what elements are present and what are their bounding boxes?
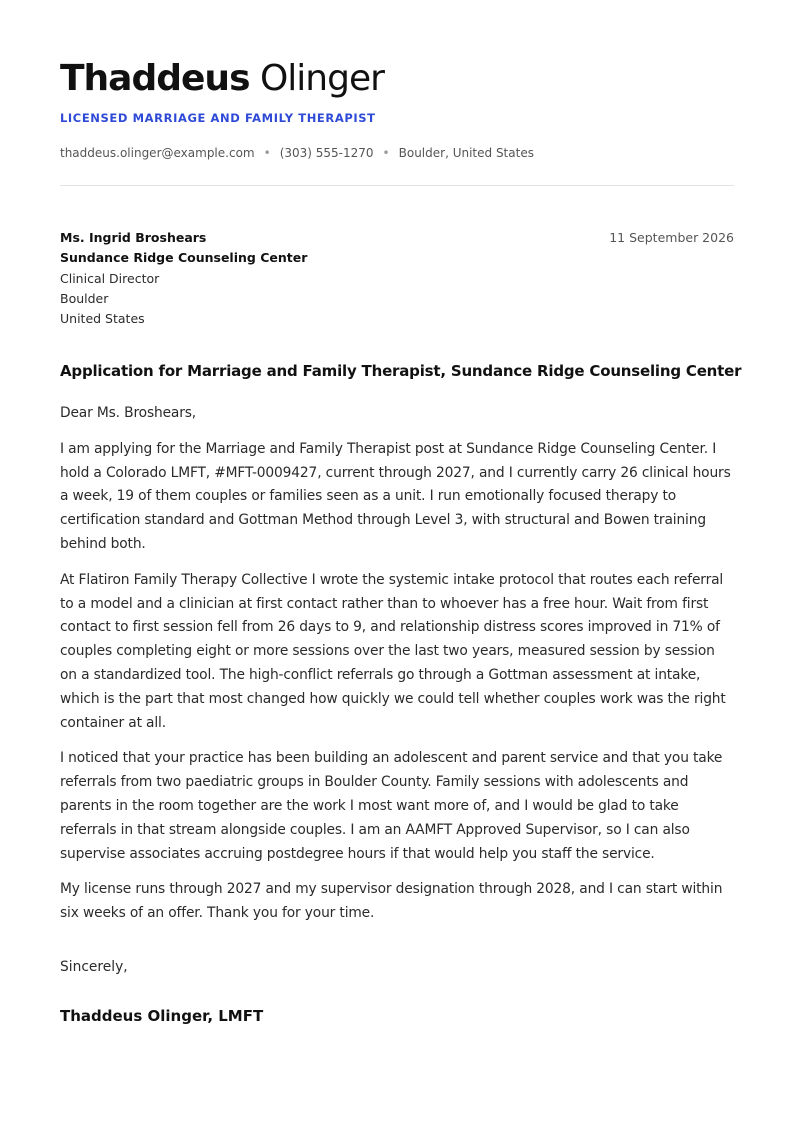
applicant-name [60, 57, 384, 101]
recipient-country: United States [60, 311, 145, 327]
recipient-block [60, 228, 307, 329]
applicant-last-name: Olinger [259, 58, 384, 99]
letter-date: 11 September 2026 [609, 230, 734, 245]
salutation: Dear Ms. Broshears, [60, 405, 197, 421]
signature: Thaddeus Olinger, LMFT [60, 1007, 264, 1025]
recipient-organization: Sundance Ridge Counseling Center [60, 250, 308, 266]
body-paragraph: At Flatiron Family Therapy Collective I wrote the systemic intake protocol that routes each referral to a model and a clinician at first contact rather than to whoever has a free hour. Wait from first contact to first session fell from 26 days to 9, and relationship distress scores improved in 71% of couples completing eight or more sessions over the last two years, measured session by session on a standardized tool. The high-conflict referrals go through a Gottman assessment at intake, which is the part that most changed how quickly we could tell whether couples work was the right container at all. [60, 571, 726, 731]
closing: Sincerely, [60, 959, 128, 975]
header-divider [60, 185, 734, 186]
contact-phone: (303) 555-1270 [279, 146, 374, 160]
body-paragraph: I am applying for the Marriage and Family Therapist post at Sundance Ridge Counseling Center. I hold a Colorado LMFT, #MFT-0009427, current through 2027, and I currently carry 26 clinical hours a week, 19 of them couples or families seen as a unit. I run emotionally focused therapy to certification standard and Gottman Method through Level 3, with structural and Bowen training behind both. [60, 440, 731, 552]
contact-separator: • [263, 146, 271, 160]
recipient-role: Clinical Director [60, 270, 160, 286]
contact-separator: • [382, 146, 390, 160]
applicant-first-name: Thaddeus [60, 58, 250, 99]
contact-line [60, 146, 534, 160]
applicant-title: LICENSED MARRIAGE AND FAMILY THERAPIST [60, 111, 376, 125]
letter-body [60, 402, 734, 938]
body-paragraph: My license runs through 2027 and my supervisor designation through 2028, and I can start within six weeks of an offer. Thank you for your time. [60, 881, 723, 922]
contact-location: Boulder, United States [398, 146, 534, 160]
letter-subject: Application for Marriage and Family Therapist, Sundance Ridge Counseling Center [60, 362, 742, 380]
contact-email: thaddeus.olinger@example.com [60, 146, 255, 160]
recipient-city: Boulder [60, 290, 109, 306]
recipient-name: Ms. Ingrid Broshears [60, 230, 207, 245]
body-paragraph: I noticed that your practice has been building an adolescent and parent service and that you take referrals from two paediatric groups in Boulder County. Family sessions with adolescents and parents in the room together are the work I most want more of, and I would be glad to take referrals in that stream alongside couples. I am an AAMFT Approved Supervisor, so I can also supervise associates accruing postdegree hours if that would help you staff the service. [60, 750, 723, 862]
